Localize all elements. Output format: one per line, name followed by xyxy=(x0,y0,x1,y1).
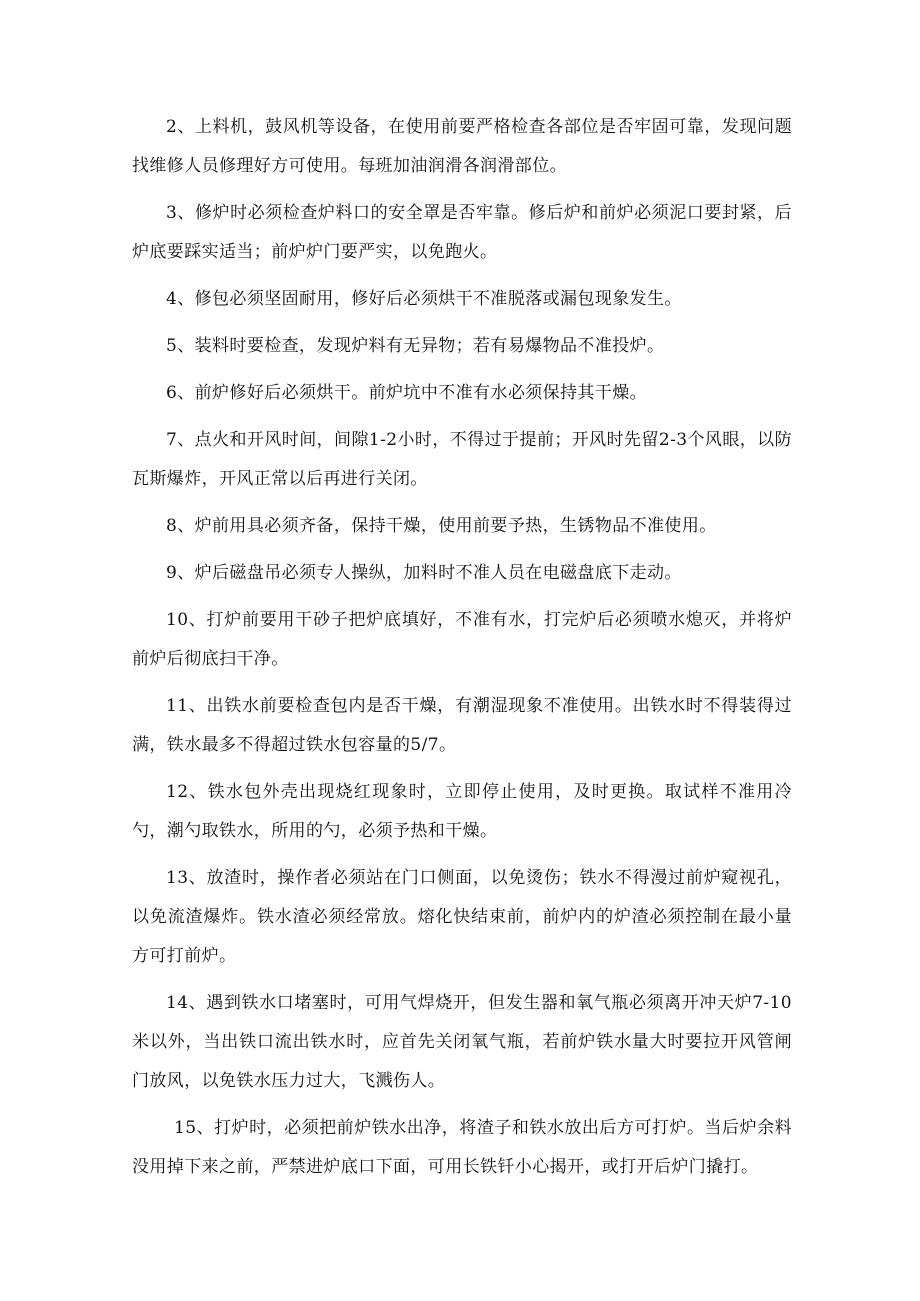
list-item-3: 3、修炉时必须检查炉料口的安全罩是否牢靠。修后炉和前炉必须泥口要封紧，后炉底要踩实适当；前炉炉门要严实，以免跑火。 xyxy=(132,203,792,262)
list-item-10: 10、打炉前要用干砂子把炉底填好，不准有水，打完炉后必须喷水熄灭，并将炉前炉后彻底扫干净。 xyxy=(132,610,792,669)
list-item-12: 12、铁水包外壳出现烧红现象时，立即停止使用，及时更换。取试样不准用冷勺，潮勺取铁水，所用的勺，必须予热和干燥。 xyxy=(132,782,792,841)
list-item-9: 9、炉后磁盘吊必须专人操纵，加料时不准人员在电磁盘底下走动。 xyxy=(166,563,682,583)
list-item-7: 7、点火和开风时间，间隙1-2小时，不得过于提前；开风时先留2-3个风眼，以防瓦斯爆炸，开风正常以后再进行关闭。 xyxy=(132,430,792,489)
list-item-11: 11、出铁水前要检查包内是否干燥，有潮湿现象不准使用。出铁水时不得装得过满，铁水最多不得超过铁水包容量的5/7。 xyxy=(132,696,792,755)
list-item-2: 2、上料机，鼓风机等设备，在使用前要严格检查各部位是否牢固可靠，发现问题找维修人员修理好方可使用。每班加油润滑各润滑部位。 xyxy=(132,117,792,176)
list-item-15: 15、打炉时，必须把前炉铁水出净，将渣子和铁水放出后方可打炉。当后炉余料没用掉下来之前，严禁进炉底口下面，可用长铁钎小心揭开，或打开后炉门撬打。 xyxy=(132,1118,792,1177)
document-body xyxy=(132,108,792,1187)
list-item-14: 14、遇到铁水口堵塞时，可用气焊烧开，但发生器和氧气瓶必须离开冲天炉7-10米以外，当出铁口流出铁水时，应首先关闭氧气瓶，若前炉铁水量大时要拉开风管闸门放风，以免铁水压力过大，飞溅伤人。 xyxy=(132,993,792,1091)
list-item-5: 5、装料时要检查，发现炉料有无异物；若有易爆物品不准投炉。 xyxy=(166,336,665,356)
list-item-13: 13、放渣时，操作者必须站在门口侧面，以免烫伤；铁水不得漫过前炉窥视孔，以免流渣爆炸。铁水渣必须经常放。熔化快结束前，前炉内的炉渣必须控制在最小量方可打前炉。 xyxy=(132,868,792,966)
list-item-4: 4、修包必须坚固耐用，修好后必须烘干不准脱落或漏包现象发生。 xyxy=(166,289,682,309)
list-item-6: 6、前炉修好后必须烘干。前炉坑中不准有水必须保持其干燥。 xyxy=(166,383,648,403)
list-item-8: 8、炉前用具必须齐备，保持干燥，使用前要予热，生锈物品不准使用。 xyxy=(166,516,717,536)
